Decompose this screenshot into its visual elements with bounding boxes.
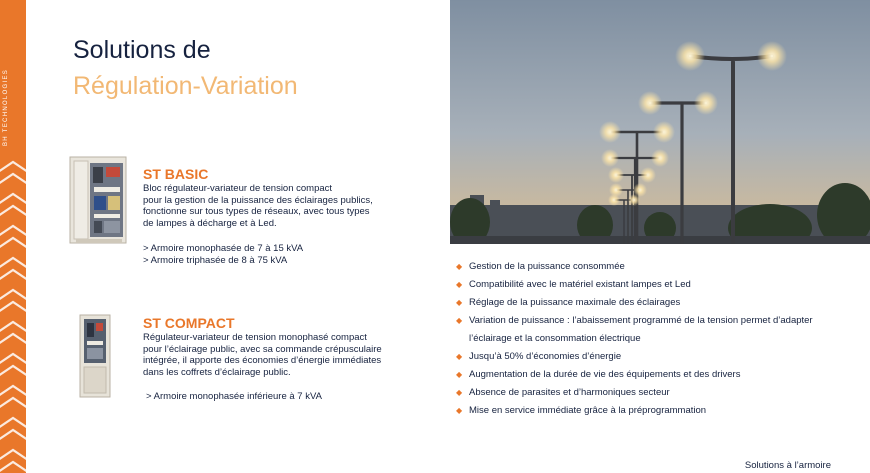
diamond-bullet-icon: ◆: [456, 388, 463, 397]
list-item: ◆ Gestion de la puissance consommée: [456, 258, 856, 276]
diamond-bullet-icon: ◆: [456, 352, 463, 361]
st-compact-specs: > Armoire monophasée inférieure à 7 kVA: [146, 391, 322, 402]
st-basic-title: ST BASIC: [143, 166, 209, 182]
diamond-bullet-icon: ◆: [456, 280, 463, 289]
list-item: ◆ Compatibilité avec le matériel existant lampes et Led: [456, 276, 856, 294]
diamond-bullet-icon: ◆: [456, 406, 463, 415]
st-compact-description: Régulateur-variateur de tension monophasé compact pour l’éclairage public, avec sa commande crépusculaire intégrée, il apporte des économies d’énergie immédiates dans les coffrets d’éclairage public.: [143, 332, 382, 378]
brand-vertical-text: BH TECHNOLOGIES: [3, 68, 9, 146]
page-title-line1: Solutions de: [73, 36, 211, 64]
diamond-bullet-icon: ◆: [456, 262, 463, 271]
street-lights-photo: [450, 0, 870, 244]
list-item: ◆ Variation de puissance : l’abaissement programmé de la tension permet d’adapter: [456, 312, 856, 330]
st-basic-description: Bloc régulateur-variateur de tension compact pour la gestion de la puissance des éclairages publics, fonctionne sur tous types de réseaux, avec tous types de lampes à décharge et à Led.: [143, 183, 373, 229]
diamond-bullet-icon: ◆: [456, 316, 463, 325]
features-list: [456, 258, 856, 420]
list-item-continuation: l’éclairage et la consommation électrique: [469, 333, 641, 344]
page-title-line2: Régulation-Variation: [73, 72, 298, 100]
list-item: ◆ Jusqu’à 50% d’économies d’énergie: [456, 348, 856, 366]
footer-label: Solutions à l’armoire: [744, 460, 831, 471]
list-item: ◆ Augmentation de la durée de vie des équipements et des drivers: [456, 366, 856, 384]
chevron-pattern: [0, 160, 26, 473]
st-compact-cabinet-image: [78, 313, 112, 399]
list-item: ◆ Réglage de la puissance maximale des éclairages: [456, 294, 856, 312]
list-item: ◆ Absence de parasites et d’harmoniques secteur: [456, 384, 856, 402]
st-basic-cabinet-image: [68, 155, 128, 245]
diamond-bullet-icon: ◆: [456, 370, 463, 379]
side-band: [0, 0, 26, 473]
diamond-bullet-icon: ◆: [456, 298, 463, 307]
st-compact-title: ST COMPACT: [143, 315, 235, 331]
list-item: ◆ Mise en service immédiate grâce à la préprogrammation: [456, 402, 856, 420]
st-basic-specs: > Armoire monophasée de 7 à 15 kVA > Armoire triphasée de 8 à 75 kVA: [143, 243, 304, 266]
